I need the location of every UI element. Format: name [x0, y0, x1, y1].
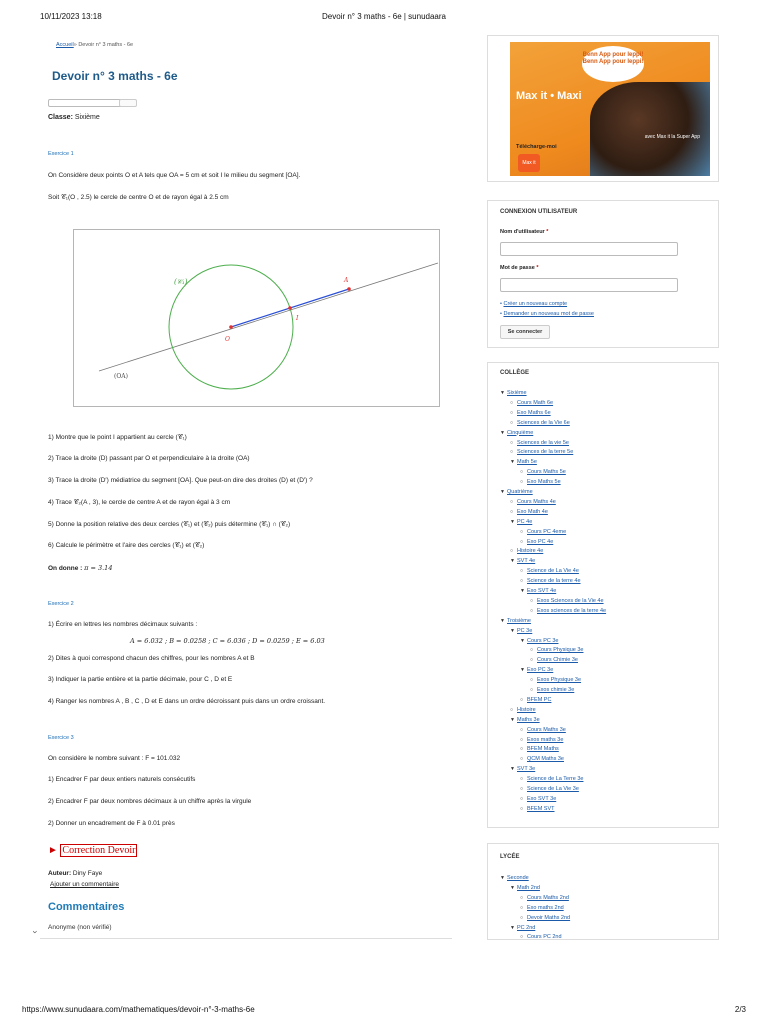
college-menu-link[interactable]: Sciences de la vie 5e	[517, 439, 569, 446]
expanded-triangle-icon[interactable]: ▼	[500, 489, 505, 495]
bullet-icon: ○	[530, 607, 534, 614]
exercise-1-heading: Exercice 1	[48, 151, 74, 157]
lycee-menu-link[interactable]: PC 2nd	[517, 924, 536, 931]
bullet-icon: ○	[520, 805, 524, 812]
print-date: 10/11/2023 13:18	[40, 12, 102, 21]
breadcrumb-current: Devoir n° 3 maths - 6e	[78, 42, 134, 48]
college-menu-link[interactable]: Exos maths 3e	[527, 736, 564, 743]
lycee-menu-link[interactable]: Cours PC 2nd	[527, 934, 562, 940]
college-title: COLLÈGE	[500, 370, 530, 376]
college-menu-link[interactable]: Exo SVT 4e	[527, 588, 557, 594]
college-menu-link[interactable]: Exo Math 4e	[517, 508, 548, 515]
college-menu-item	[510, 557, 535, 567]
expanded-triangle-icon[interactable]: ▼	[510, 459, 515, 466]
college-menu-item	[500, 617, 531, 627]
lycee-menu-item	[510, 924, 535, 934]
college-menu-item	[510, 627, 532, 637]
college-menu-item	[530, 646, 583, 656]
print-url: https://www.sunudaara.com/mathematiques/devoir-n°-3-maths-6e	[22, 1005, 255, 1014]
circle-c1-label: (𝒞₁)	[174, 278, 188, 286]
point-a	[347, 287, 351, 291]
college-menu-link[interactable]: Exo Maths 5e	[527, 479, 561, 486]
geometry-svg	[74, 230, 439, 406]
expanded-triangle-icon[interactable]: ▼	[510, 884, 515, 891]
create-account-item: • Créer un nouveau compte	[500, 301, 568, 307]
college-menu-link[interactable]: Cours Math 6e	[517, 399, 554, 406]
lycee-menu-item	[500, 874, 529, 884]
correction-label: Correction Devoir	[62, 845, 136, 856]
college-menu-link[interactable]: Exo PC 3e	[527, 667, 554, 674]
college-menu-link[interactable]: SVT 3e	[517, 766, 536, 773]
expanded-triangle-icon[interactable]: ▼	[520, 588, 525, 594]
lycee-menu-item	[520, 894, 569, 904]
college-menu-item	[510, 716, 540, 726]
line-oa	[99, 263, 438, 371]
college-menu-link[interactable]: Histoire 4e	[517, 548, 544, 555]
exercise-1-question-4: 4) Trace 𝒞₂(A , 3), le cercle de centre A et de rayon égal à 3 cm	[48, 499, 231, 506]
comment-author: Anonyme (non vérifié)	[48, 924, 112, 931]
college-menu-item	[510, 508, 548, 518]
bullet-icon: ○	[510, 399, 514, 406]
college-menu-item	[510, 765, 535, 775]
lycee-title: LYCÉE	[500, 854, 520, 860]
bullet-icon: ○	[520, 776, 524, 783]
point-o-label: O	[225, 336, 230, 343]
bullet-icon: ○	[510, 498, 514, 505]
college-menu-link[interactable]: Cours PC 3e	[527, 637, 559, 644]
reset-password-link[interactable]: Demander un nouveau mot de passe	[503, 311, 594, 317]
point-o	[229, 325, 233, 329]
college-menu-item	[520, 478, 561, 488]
college-menu-item	[520, 726, 566, 736]
bullet-icon: ○	[520, 914, 524, 921]
expanded-triangle-icon[interactable]: ▼	[520, 637, 525, 644]
bullet-icon: ○	[520, 904, 524, 911]
ad-download: Télécharge-moi	[516, 144, 557, 150]
bullet-icon: ○	[510, 439, 514, 446]
college-menu-link[interactable]: Science de La Vie 3e	[527, 786, 579, 792]
college-menu-link[interactable]: Exos sciences de la terre 4e	[537, 607, 607, 614]
college-menu-item	[520, 805, 555, 815]
username-required-mark: *	[546, 229, 549, 235]
college-menu-link[interactable]: Cinquième	[507, 429, 534, 436]
author-info	[48, 870, 102, 877]
exercise-1-question-1: 1) Montre que le point I appartient au cercle (𝒞₁)	[48, 434, 187, 441]
ad-photo	[590, 82, 710, 176]
login-submit-button[interactable]: Se connecter	[500, 325, 550, 339]
bullet-icon: ○	[510, 419, 514, 426]
lycee-menu-link[interactable]: Seconde	[507, 875, 529, 881]
password-label-text: Mot de passe	[500, 265, 535, 271]
college-menu-item	[510, 498, 556, 508]
bullet-icon: ○	[530, 677, 534, 684]
expanded-triangle-icon[interactable]: ▼	[520, 667, 525, 674]
bullet-icon: ○	[510, 508, 514, 515]
lycee-menu-item	[510, 884, 540, 894]
bullet-icon: ○	[520, 736, 524, 743]
college-menu-link[interactable]: Exos chimie 3e	[537, 687, 575, 693]
lycee-menu-item	[520, 914, 570, 924]
expanded-triangle-icon[interactable]: ▼	[510, 558, 515, 565]
college-menu-link[interactable]: Exo PC 4e	[527, 538, 554, 545]
college-menu-item	[530, 656, 578, 666]
main-content	[30, 35, 452, 940]
college-menu-link[interactable]: Exo Maths 6e	[517, 409, 551, 416]
password-input[interactable]	[500, 278, 678, 292]
college-menu-link[interactable]: Maths 3e	[517, 716, 540, 723]
username-label-text: Nom d'utilisateur	[500, 229, 545, 235]
create-account-link[interactable]: Créer un nouveau compte	[503, 301, 568, 307]
line-oa-label: (OA)	[114, 373, 128, 380]
college-menu-link[interactable]: Troisième	[507, 617, 531, 624]
college-menu-link[interactable]: Sciences de la terre 5e	[517, 449, 574, 456]
username-label	[500, 229, 548, 235]
college-menu-item	[510, 448, 573, 458]
college-menu-item	[510, 518, 532, 528]
college-menu-link[interactable]: Science de la terre 4e	[527, 578, 581, 585]
bullet-icon: ○	[510, 548, 514, 555]
college-menu-item	[520, 755, 564, 765]
password-label	[500, 265, 539, 271]
page-title: Devoir n° 3 maths - 6e	[52, 69, 178, 83]
college-menu-link[interactable]: Science de La Vie 4e	[527, 568, 579, 575]
breadcrumb-home-link[interactable]: Accueil	[56, 42, 74, 48]
college-menu-link[interactable]: PC 3e	[517, 627, 533, 634]
expanded-triangle-icon[interactable]: ▼	[500, 429, 505, 436]
exercise-2-heading: Exercice 2	[48, 601, 74, 607]
college-menu-item	[510, 399, 553, 409]
author-name: Diny Faye	[72, 870, 103, 877]
lycee-menu-item	[520, 904, 564, 914]
bullet-icon: ○	[520, 578, 524, 585]
college-menu-item	[510, 458, 537, 468]
bullet-icon: ○	[530, 687, 534, 693]
exercise-1-question-5: 5) Donne la position relative des deux cercles (𝒞₁) et (𝒞₂) puis détermine (𝒞₁) ∩ (𝒞₂)	[48, 521, 291, 528]
exercise-2-question-1: 1) Écrire en lettres les nombres décimaux suivants :	[48, 621, 198, 628]
print-page-number: 2/3	[734, 1005, 746, 1014]
comments-title: Commentaires	[48, 901, 125, 913]
chevron-down-icon[interactable]: ›	[30, 930, 41, 934]
college-menu-link[interactable]: BFEM SVT	[527, 805, 555, 812]
bullet-icon: ○	[520, 469, 524, 476]
breadcrumb	[56, 42, 133, 48]
exercise-2-question-4: 4) Ranger les nombres A , B , C , D et E dans un ordre décroissant puis dans un ordre croissant.	[48, 698, 326, 705]
expanded-triangle-icon[interactable]: ▼	[510, 627, 515, 634]
lycee-menu-item	[520, 933, 562, 940]
college-menu-link[interactable]: Math 5e	[517, 459, 537, 466]
college-menu-link[interactable]: BFEM PC	[527, 696, 552, 703]
college-menu-link[interactable]: Cours Maths 5e	[527, 469, 566, 476]
college-menu-item	[500, 488, 533, 498]
bullet-icon: ○	[520, 568, 524, 575]
given-label: On donne :	[48, 565, 83, 572]
exercise-1-question-2: 2) Trace la droite (D) passant par O et perpendiculaire à la droite (OA)	[48, 455, 250, 462]
login-block	[487, 200, 719, 348]
college-menu-link[interactable]: Cours Physique 3e	[537, 647, 584, 654]
exercise-2-numbers: A = 6.032 ; B = 0.0258 ; C = 6.036 ; D = 0.0259 ; E = 6.03	[130, 637, 325, 645]
expanded-triangle-icon[interactable]: ▼	[500, 617, 505, 624]
bullet-icon: ○	[520, 894, 524, 901]
ad-bubble: Benn App pour leppi! Benn App pour leppi!	[582, 46, 644, 82]
college-menu-link[interactable]: BFEM Maths	[527, 746, 559, 753]
breadcrumb-separator: »	[73, 42, 77, 48]
rating-button[interactable]	[119, 99, 137, 107]
college-menu-link[interactable]: Exos Sciences de la Vie 4e	[537, 597, 604, 604]
bullet-icon: ○	[520, 795, 524, 802]
bullet-icon: ○	[520, 538, 524, 545]
college-menu-link[interactable]: Quatrième	[507, 489, 533, 495]
given-value: π = 3.14	[84, 564, 113, 572]
classe-label: Classe:	[48, 114, 73, 121]
classe-info	[48, 114, 100, 121]
lycee-menu-link[interactable]: Cours Maths 2nd	[527, 894, 569, 901]
exercise-3-intro: On considère le nombre suivant : F = 101.032	[48, 755, 181, 762]
bullet-icon: ○	[510, 449, 514, 456]
college-menu-item	[520, 785, 579, 795]
expanded-triangle-icon[interactable]: ▼	[510, 518, 515, 525]
lycee-menu-link[interactable]: Devoir Maths 2nd	[527, 914, 571, 921]
exercise-1-given	[48, 564, 112, 572]
bullet-icon: ○	[520, 696, 524, 703]
expanded-triangle-icon[interactable]: ▼	[500, 875, 505, 881]
correction-arrow-icon: ►	[48, 845, 58, 856]
expanded-triangle-icon[interactable]: ▼	[510, 766, 515, 773]
exercise-3-heading: Exercice 3	[48, 735, 74, 741]
college-menu-item	[500, 429, 533, 439]
ad-banner	[510, 42, 710, 176]
college-menu-item	[520, 468, 566, 478]
college-menu-item	[520, 795, 556, 805]
college-menu-item	[520, 745, 559, 755]
point-i-label: I	[296, 315, 299, 322]
bullet-icon: ○	[520, 786, 524, 792]
college-menu-item	[520, 666, 553, 676]
college-menu-link[interactable]: PC 4e	[517, 518, 533, 525]
lycee-menu-link[interactable]: Math 2nd	[517, 884, 540, 891]
bullet-icon: ○	[520, 528, 524, 535]
author-label: Auteur:	[48, 870, 72, 877]
exercise-1-question-3: 3) Trace la droite (D′) médiatrice du segment [OA]. Que peut-on dire des droites (D) et (D′) ?	[48, 477, 313, 484]
college-menu-item	[520, 538, 553, 548]
college-menu-item	[520, 736, 563, 746]
college-menu-item	[510, 706, 536, 716]
login-title: CONNEXION UTILISATEUR	[500, 209, 578, 215]
college-menu-item	[510, 439, 569, 449]
college-menu-item	[530, 607, 606, 617]
college-menu-link[interactable]: Exos Physique 3e	[537, 677, 582, 684]
college-menu-item	[510, 547, 543, 557]
expanded-triangle-icon[interactable]: ▼	[500, 390, 505, 396]
college-menu-item	[520, 696, 551, 706]
lycee-menu	[487, 843, 719, 940]
college-menu	[487, 362, 719, 828]
bullet-icon: ○	[520, 479, 524, 486]
geometry-figure	[73, 229, 440, 407]
college-menu-link[interactable]: QCM Maths 3e	[527, 756, 564, 763]
exercise-1-intro-1: On Considère deux points O et A tels que OA = 5 cm et soit I le milieu du segment [OA].	[48, 172, 301, 179]
ad-brand: Max it • Maxi	[516, 90, 582, 102]
college-menu-link[interactable]: Sciences de la Vie 6e	[517, 419, 570, 426]
college-menu-link[interactable]: Histoire	[517, 706, 536, 713]
password-required-mark: *	[536, 265, 539, 271]
college-menu-link[interactable]: Cours Maths 3e	[527, 726, 566, 733]
college-menu-item	[520, 528, 566, 538]
exercise-2-question-2: 2) Dites à quoi correspond chacun des chiffres, pour les nombres A et B	[48, 655, 255, 662]
ad-tagline: avec Max it la Super App	[644, 134, 700, 140]
college-menu-item	[530, 686, 574, 696]
point-a-label: A	[344, 277, 349, 284]
expanded-triangle-icon[interactable]: ▼	[510, 716, 515, 723]
bullet-icon: ○	[510, 706, 514, 713]
college-menu-item	[520, 587, 556, 597]
college-menu-item	[510, 409, 551, 419]
ad-logo: Max it	[518, 154, 540, 172]
correction-toggle[interactable]	[48, 845, 137, 856]
expanded-triangle-icon[interactable]: ▼	[510, 924, 515, 931]
advertisement[interactable]	[487, 35, 719, 182]
bullet-icon: ○	[520, 934, 524, 940]
exercise-2-question-3: 3) Indiquer la partie entière et la partie décimale, pour C , D et E	[48, 676, 233, 683]
reset-password-item: • Demander un nouveau mot de passe	[500, 311, 594, 317]
exercise-3-question-2: 2) Encadrer F par deux nombres décimaux à un chiffre après la virgule	[48, 798, 252, 805]
classe-value: Sixième	[74, 114, 100, 121]
bullet-icon: ○	[520, 746, 524, 753]
college-menu-item	[500, 389, 527, 399]
college-menu-link[interactable]: Cours PC 4eme	[527, 528, 567, 535]
point-i	[288, 306, 292, 310]
college-menu-item	[510, 419, 570, 429]
exercise-1-question-6: 6) Calcule le périmètre et l'aire des cercles (𝒞₁) et (𝒞₂)	[48, 542, 205, 549]
college-menu-item	[520, 577, 581, 587]
college-menu-item	[530, 676, 581, 686]
college-menu-link[interactable]: SVT 4e	[517, 558, 536, 565]
college-menu-item	[520, 775, 583, 785]
college-menu-item	[520, 637, 559, 647]
college-menu-link[interactable]: Sixième	[507, 390, 527, 396]
college-menu-item	[520, 567, 579, 577]
college-menu-link[interactable]: Cours Chimie 3e	[537, 657, 578, 664]
college-menu-item	[530, 597, 604, 607]
bullet-icon: ○	[530, 647, 534, 654]
college-menu-link[interactable]: Exo SVT 3e	[527, 795, 557, 802]
bullet-icon: ○	[530, 657, 534, 664]
exercise-1-intro-2: Soit 𝒞₁(O , 2.5) le cercle de centre O et de rayon égal à 2.5 cm	[48, 194, 229, 201]
lycee-menu-link[interactable]: Exo maths 2nd	[527, 904, 564, 911]
bullet-icon: ○	[510, 409, 514, 416]
bullet-icon: ○	[530, 597, 534, 604]
print-title: Devoir n° 3 maths - 6e | sunudaara	[321, 12, 446, 21]
college-menu-link[interactable]: Science de La Terre 3e	[527, 776, 584, 783]
exercise-3-question-1: 1) Encadrer F par deux entiers naturels consécutifs	[48, 776, 196, 783]
add-comment-link[interactable]: Ajouter un commentaire	[50, 881, 120, 888]
exercise-3-question-3: 2) Donner un encadrement de F à 0.01 près	[48, 820, 175, 827]
bullet-icon: ○	[520, 726, 524, 733]
comments-divider	[40, 938, 452, 939]
username-input[interactable]	[500, 242, 678, 256]
college-menu-link[interactable]: Cours Maths 4e	[517, 498, 556, 505]
bullet-icon: ○	[520, 756, 524, 763]
